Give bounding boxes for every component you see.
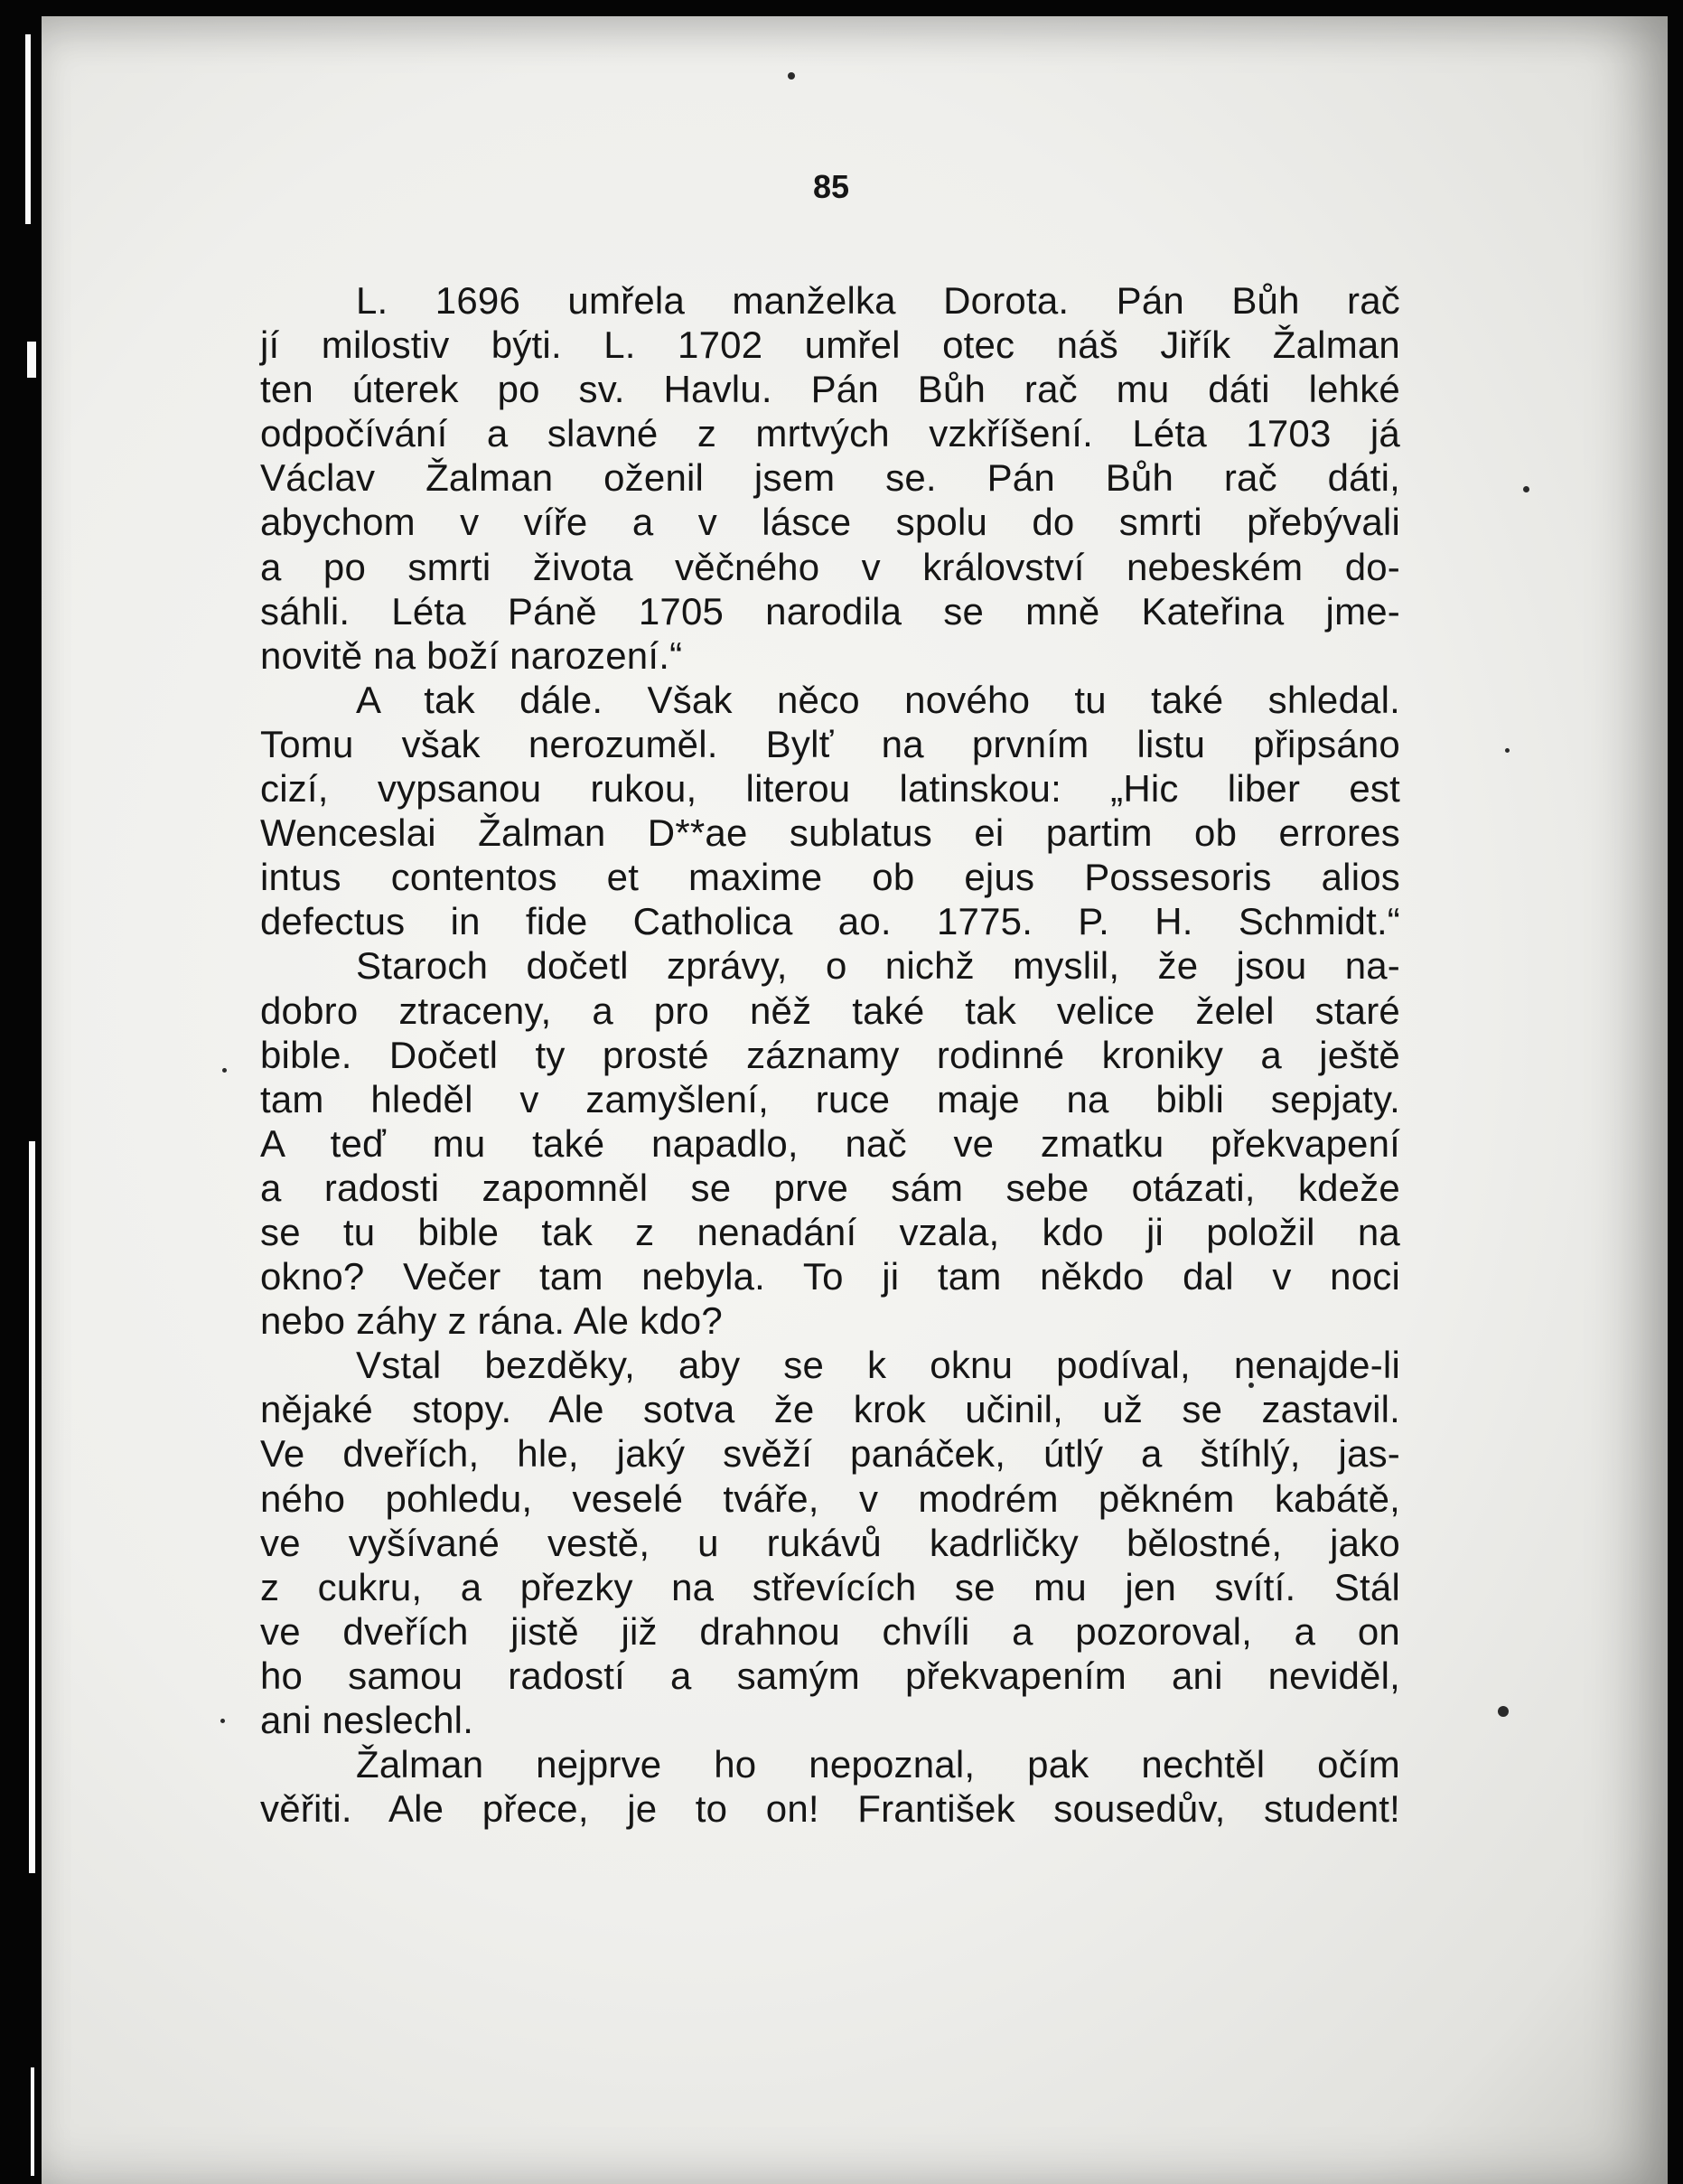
- text-line: ve dveřích jistě již drahnou chvíli a pozoroval, a on: [260, 1609, 1400, 1653]
- text-line: intus contentos et maxime ob ejus Possesoris alios: [260, 856, 1400, 899]
- paper-speck: [1523, 486, 1529, 492]
- text-line: sáhli. Léta Páně 1705 narodila se mně Kateřina jme-: [260, 589, 1400, 633]
- text-line: defectus in fide Catholica ao. 1775. P. H. Schmidt.“: [260, 900, 1400, 943]
- text-line: Wenceslai Žalman D**ae sublatus ei partim ob errores: [260, 811, 1400, 855]
- text-line: novitě na boží narození.“: [260, 633, 683, 677]
- text-line: dobro ztraceny, a pro něž také tak velice želel staré: [260, 989, 1400, 1032]
- text-line: jí milostiv býti. L. 1702 umřel otec náš Jiřík Žalman: [260, 323, 1400, 367]
- text-line: ten úterek po sv. Havlu. Pán Bůh rač mu dáti lehké: [260, 368, 1400, 411]
- body-text: [260, 278, 1400, 1831]
- text-line: okno? Večer tam nebyla. To ji tam někdo dal v noci: [260, 1255, 1400, 1298]
- text-line: A tak dále. Však něco nového tu také shledal.: [356, 678, 1400, 721]
- paper-speck: [1505, 748, 1510, 753]
- text-line: a radosti zapomněl se prve sám sebe otázati, kdeže: [260, 1166, 1400, 1209]
- text-line: nějaké stopy. Ale sotva že krok učinil, už se zastavil.: [260, 1388, 1400, 1431]
- text-line: odpočívání a slavné z mrtvých vzkříšení. Léta 1703 já: [260, 412, 1400, 455]
- text-line: ve vyšívané vestě, u rukávů kadrličky bělostné, jako: [260, 1521, 1400, 1564]
- page-number: 85: [812, 168, 850, 205]
- text-line: Staroch dočetl zprávy, o nichž myslil, že jsou na-: [356, 944, 1400, 988]
- paper-speck: [220, 1719, 225, 1723]
- text-line: L. 1696 umřela manželka Dorota. Pán Bůh rač: [356, 279, 1400, 322]
- text-line: ani neslechl.: [260, 1699, 474, 1741]
- text-line: bible. Dočetl ty prosté záznamy rodinné kroniky a ještě: [260, 1033, 1400, 1076]
- paper-speck: [788, 72, 795, 80]
- binding-mark: [29, 1141, 35, 1873]
- paper-speck: [1498, 1706, 1509, 1717]
- text-line: Žalman nejprve ho nepoznal, pak nechtěl očím: [356, 1743, 1400, 1786]
- text-line: a po smrti života věčného v království nebeském do-: [260, 545, 1400, 588]
- text-line: nebo záhy z rána. Ale kdo?: [260, 1299, 723, 1343]
- text-line: Vstal bezděky, aby se k oknu podíval, nenajde-li: [356, 1344, 1400, 1387]
- text-line: se tu bible tak z nenadání vzala, kdo ji položil na: [260, 1210, 1400, 1253]
- text-line: tam hleděl v zamyšlení, ruce maje na bibli sepjaty.: [260, 1077, 1400, 1120]
- text-line: abychom v víře a v lásce spolu do smrti přebývali: [260, 501, 1400, 544]
- text-line: Ve dveřích, hle, jaký svěží panáček, útlý a štíhlý, jas-: [260, 1432, 1400, 1476]
- binding-mark: [27, 342, 36, 378]
- paper-speck: [222, 1068, 227, 1073]
- text-line: z cukru, a přezky na střevících se mu jen svítí. Stál: [260, 1565, 1400, 1608]
- text-line: ného pohledu, veselé tváře, v modrém pěkném kabátě,: [260, 1476, 1400, 1520]
- text-line: A teď mu také napadlo, nač ve zmatku překvapení: [260, 1121, 1400, 1165]
- text-line: Václav Žalman oženil jsem se. Pán Bůh rač dáti,: [260, 456, 1400, 500]
- text-line: Tomu však nerozuměl. Bylť na prvním listu připsáno: [260, 722, 1400, 765]
- text-line: věřiti. Ale přece, je to on! František sousedův, student!: [260, 1787, 1400, 1831]
- text-line: cizí, vypsanou rukou, literou latinskou: „Hic liber est: [260, 767, 1400, 811]
- text-line: ho samou radostí a samým překvapením ani neviděl,: [260, 1654, 1400, 1697]
- binding-mark: [31, 2067, 34, 2176]
